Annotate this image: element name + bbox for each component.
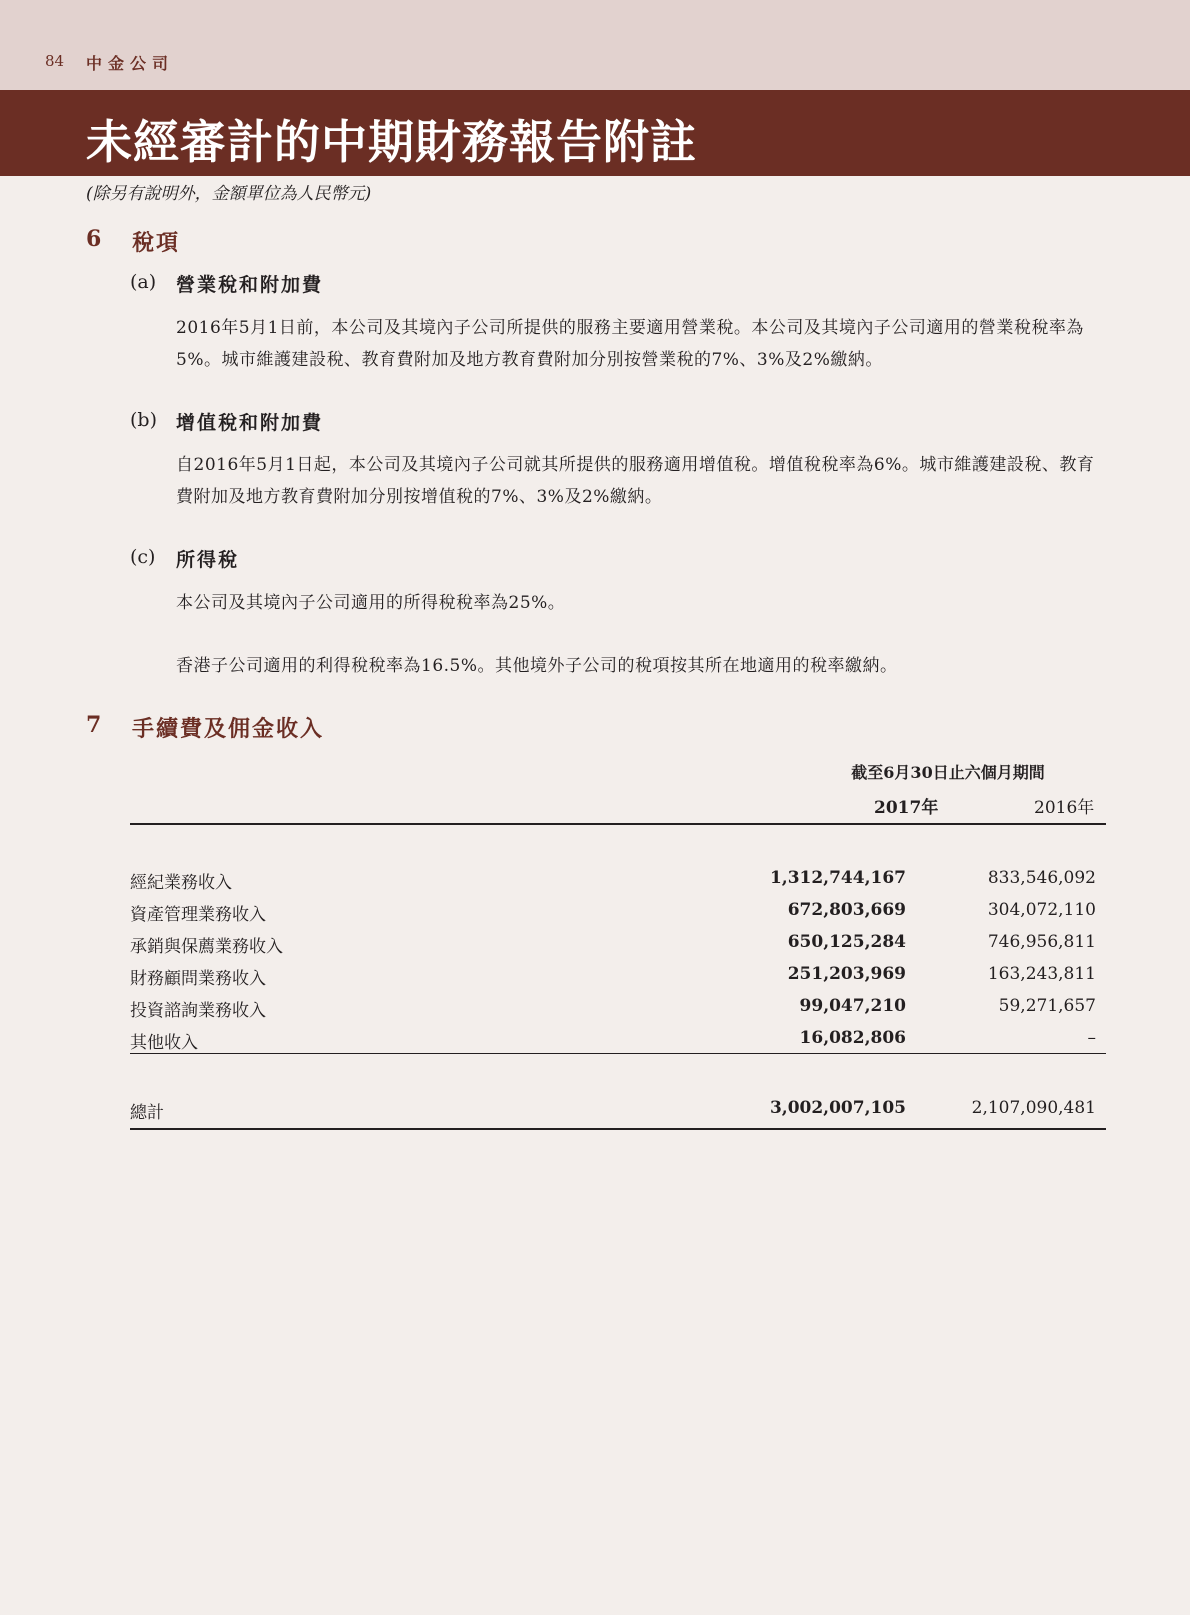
sub-a-label: (a) xyxy=(130,271,157,293)
table-row xyxy=(130,964,1106,994)
row-value-2017: 650,125,284 xyxy=(787,932,906,952)
page-title: 未經審計的中期財務報告附註 xyxy=(86,115,697,169)
sub-c-label: (c) xyxy=(130,546,156,568)
sub-c-title: 所得稅 xyxy=(176,549,240,571)
row-value-2017: 672,803,669 xyxy=(787,900,906,920)
total-row xyxy=(130,1098,1106,1128)
total-rule xyxy=(130,1128,1106,1130)
row-label: 投資諮詢業務收入 xyxy=(130,1001,266,1021)
section-6-title: 稅項 xyxy=(132,230,181,256)
year-2017-header: 2017年 xyxy=(874,798,939,818)
row-label: 經紀業務收入 xyxy=(130,873,232,893)
company-name: 中金公司 xyxy=(86,54,175,73)
row-label: 其他收入 xyxy=(130,1033,198,1053)
header-band xyxy=(0,0,1190,90)
row-value-2016: 833,546,092 xyxy=(987,868,1096,888)
row-value-2017: 1,312,744,167 xyxy=(769,868,906,888)
row-value-2016: 59,271,657 xyxy=(998,996,1096,1016)
total-value-2016: 2,107,090,481 xyxy=(971,1098,1096,1118)
row-value-2017: 99,047,210 xyxy=(799,996,906,1016)
sub-b-text: 自2016年5月1日起，本公司及其境內子公司就其所提供的服務適用增值稅。增值稅稅率為6%。城市維護建設稅、教育費附加及地方教育費附加分別按增值稅的7%、3%及2%繳納。 xyxy=(176,455,1095,507)
section-6-number: 6 xyxy=(86,226,102,252)
row-value-2016: 304,072,110 xyxy=(987,900,1096,920)
period-header: 截至6月30日止六個月期間 xyxy=(851,763,1045,782)
table-header-rule xyxy=(130,823,1106,825)
sub-c-text-2: 香港子公司適用的利得稅稅率為16.5%。其他境外子公司的稅項按其所在地適用的稅率繳納。 xyxy=(176,656,898,676)
row-value-2016: – xyxy=(1087,1028,1096,1048)
section-7-number: 7 xyxy=(86,712,102,738)
subtotal-rule xyxy=(130,1053,1106,1054)
row-label: 資產管理業務收入 xyxy=(130,905,266,925)
sub-b-label: (b) xyxy=(130,409,157,431)
total-label: 總計 xyxy=(130,1103,164,1123)
page-number: 84 xyxy=(45,52,65,70)
sub-a-title: 營業稅和附加費 xyxy=(176,274,324,296)
row-label: 承銷與保薦業務收入 xyxy=(130,937,283,957)
section-7-title: 手續費及佣金收入 xyxy=(132,716,325,742)
table-row xyxy=(130,900,1106,930)
table-row xyxy=(130,996,1106,1026)
row-value-2016: 163,243,811 xyxy=(987,964,1096,984)
table-row xyxy=(130,932,1106,962)
year-2016-header: 2016年 xyxy=(1034,798,1095,818)
sub-c-text-1: 本公司及其境內子公司適用的所得稅稅率為25%。 xyxy=(176,593,566,613)
total-value-2017: 3,002,007,105 xyxy=(769,1098,906,1118)
row-value-2017: 16,082,806 xyxy=(799,1028,906,1048)
sub-a-text: 2016年5月1日前，本公司及其境內子公司所提供的服務主要適用營業稅。本公司及其境內子公司適用的營業稅稅率為5%。城市維護建設稅、教育費附加及地方教育費附加分別按營業稅的7%、3%及2%繳納。 xyxy=(176,318,1084,370)
unit-note: (除另有說明外，金額單位為人民幣元) xyxy=(86,184,372,204)
table-row xyxy=(130,868,1106,898)
sub-b-title: 增值稅和附加費 xyxy=(176,412,324,434)
row-value-2017: 251,203,969 xyxy=(787,964,906,984)
row-label: 財務顧問業務收入 xyxy=(130,969,266,989)
row-value-2016: 746,956,811 xyxy=(987,932,1096,952)
